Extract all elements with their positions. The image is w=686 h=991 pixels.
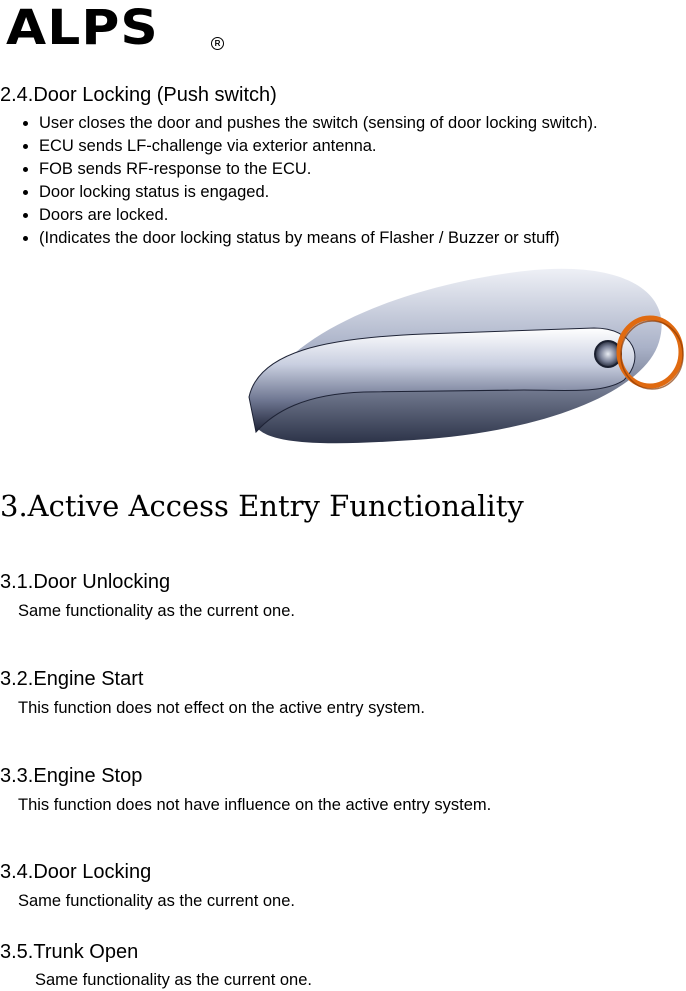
- section-heading-3-2: 3.2.Engine Start: [0, 668, 144, 690]
- section-heading-3-5: 3.5.Trunk Open: [0, 941, 139, 963]
- list-item: User closes the door and pushes the switch (sensing of door locking switch).: [0, 112, 598, 135]
- section-text-3-5: Same functionality as the current one.: [35, 971, 312, 989]
- section-heading-3-1: 3.1.Door Unlocking: [0, 571, 171, 593]
- bullet-list: [0, 112, 598, 250]
- section-heading-3-3: 3.3.Engine Stop: [0, 765, 143, 787]
- section-text-3-1: Same functionality as the current one.: [18, 602, 295, 620]
- section-text-3-2: This function does not effect on the active entry system.: [18, 699, 425, 717]
- section-heading-3-4: 3.4.Door Locking: [0, 861, 152, 883]
- logo-text: ALPS: [6, 0, 159, 56]
- list-item: Doors are locked.: [0, 204, 598, 227]
- door-handle-image: [244, 262, 686, 452]
- section-text-3-3: This function does not have influence on the active entry system.: [18, 796, 492, 814]
- section-text-3-4: Same functionality as the current one.: [18, 892, 295, 910]
- alps-logo: [6, 0, 221, 56]
- list-item: ECU sends LF-challenge via exterior antenna.: [0, 135, 598, 158]
- chapter-heading-3: 3.Active Access Entry Functionality: [0, 489, 524, 523]
- list-item: FOB sends RF-response to the ECU.: [0, 158, 598, 181]
- registered-mark: R: [211, 37, 224, 50]
- section-heading-2-4: 2.4.Door Locking (Push switch): [0, 84, 277, 106]
- list-item: Door locking status is engaged.: [0, 181, 598, 204]
- list-item: (Indicates the door locking status by means of Flasher / Buzzer or stuff): [0, 227, 598, 250]
